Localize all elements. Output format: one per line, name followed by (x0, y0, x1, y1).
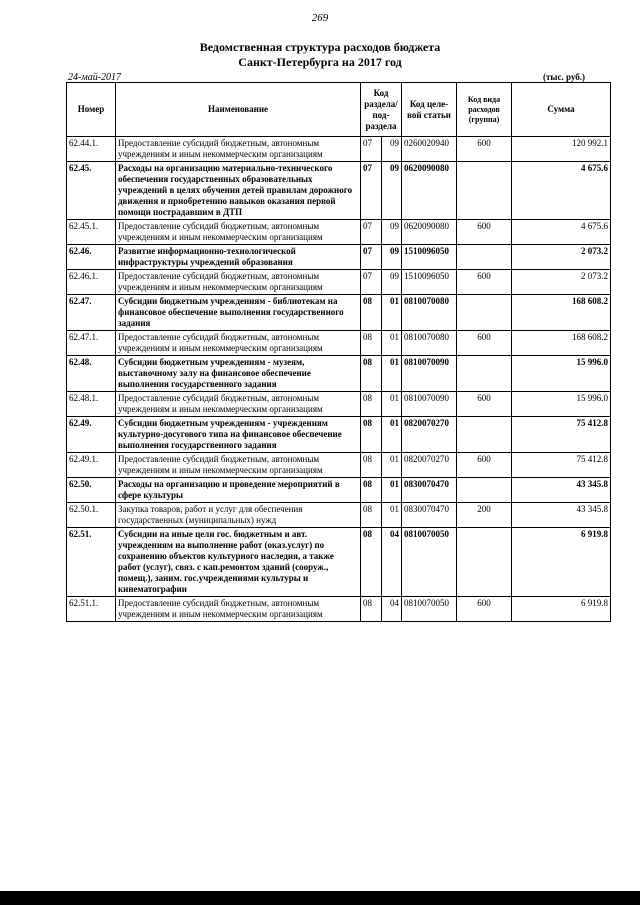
row-target-code: 0820070270 (402, 417, 457, 453)
row-subsection: 01 (382, 478, 402, 503)
table-row (67, 162, 611, 220)
row-kind-code (457, 478, 512, 503)
row-kind-code: 600 (457, 453, 512, 478)
row-subsection: 09 (382, 220, 402, 245)
row-target-code: 0260020940 (402, 137, 457, 162)
document-title (0, 40, 640, 70)
row-section: 08 (361, 392, 382, 417)
table-row (67, 417, 611, 453)
row-target-code: 0810070080 (402, 295, 457, 331)
row-section: 08 (361, 503, 382, 528)
header-sum: Сумма (512, 83, 611, 137)
row-kind-code: 600 (457, 392, 512, 417)
row-kind-code: 600 (457, 597, 512, 622)
row-number: 62.51.1. (67, 597, 116, 622)
header-section: Код раздела/ под-раздела (361, 83, 402, 137)
row-sum: 75 412.8 (512, 417, 611, 453)
row-number: 62.47. (67, 295, 116, 331)
row-section: 07 (361, 270, 382, 295)
header-kind: Код вида расходов (группа) (457, 83, 512, 137)
row-section: 08 (361, 453, 382, 478)
table-row (67, 137, 611, 162)
row-name: Предоставление субсидий бюджетным, автономным учреждениям и иным некоммерческим организациям (116, 137, 361, 162)
table-row (67, 503, 611, 528)
row-target-code: 0830070470 (402, 478, 457, 503)
row-sum: 15 996.0 (512, 356, 611, 392)
row-sum: 6 919.8 (512, 528, 611, 597)
row-subsection: 01 (382, 356, 402, 392)
title-line-2: Санкт-Петербурга на 2017 год (238, 55, 402, 69)
row-sum: 168 608.2 (512, 331, 611, 356)
row-number: 62.50. (67, 478, 116, 503)
row-sum: 2 073.2 (512, 270, 611, 295)
row-sum: 168 608.2 (512, 295, 611, 331)
table-row (67, 478, 611, 503)
row-name: Субсидии на иные цели гос. бюджетным и авт. учреждениям на выполнение работ (оказ.услуг) по сохранению объектов культурного наследия, а также работ (услуг), связ. с кап.ремонтом зданий (сооруж., помещ.), заним. гос.учреждениями культуры и кинематографии (116, 528, 361, 597)
row-section: 08 (361, 478, 382, 503)
row-name: Предоставление субсидий бюджетным, автономным учреждениям и иным некоммерческим организациям (116, 331, 361, 356)
row-name: Предоставление субсидий бюджетным, автономным учреждениям и иным некоммерческим организациям (116, 220, 361, 245)
row-subsection: 04 (382, 528, 402, 597)
row-kind-code (457, 162, 512, 220)
row-name: Субсидии бюджетным учреждениям - музеям, выставочному залу на финансовое обеспечение выполнения государственного задания (116, 356, 361, 392)
row-number: 62.46.1. (67, 270, 116, 295)
table-row (67, 597, 611, 622)
row-target-code: 0810070090 (402, 392, 457, 417)
row-target-code: 0620090080 (402, 220, 457, 245)
row-kind-code: 200 (457, 503, 512, 528)
row-sum: 43 345.8 (512, 478, 611, 503)
row-section: 07 (361, 137, 382, 162)
row-kind-code (457, 356, 512, 392)
row-section: 07 (361, 220, 382, 245)
table-row (67, 392, 611, 417)
table-row (67, 295, 611, 331)
row-section: 08 (361, 528, 382, 597)
row-sum: 120 992.1 (512, 137, 611, 162)
table-row (67, 270, 611, 295)
row-sum: 4 675.6 (512, 162, 611, 220)
row-number: 62.45.1. (67, 220, 116, 245)
row-kind-code (457, 245, 512, 270)
row-kind-code: 600 (457, 220, 512, 245)
table-row (67, 245, 611, 270)
row-number: 62.45. (67, 162, 116, 220)
row-kind-code: 600 (457, 270, 512, 295)
row-subsection: 01 (382, 453, 402, 478)
row-number: 62.48. (67, 356, 116, 392)
row-kind-code (457, 295, 512, 331)
table-row (67, 528, 611, 597)
row-kind-code (457, 528, 512, 597)
table-body (67, 137, 611, 622)
table-row (67, 356, 611, 392)
row-number: 62.49. (67, 417, 116, 453)
units-label: (тыс. руб.) (543, 72, 585, 82)
page-number: 269 (311, 12, 329, 24)
row-section: 08 (361, 356, 382, 392)
row-target-code: 0810070080 (402, 331, 457, 356)
row-target-code: 0820070270 (402, 453, 457, 478)
row-subsection: 01 (382, 503, 402, 528)
row-number: 62.51. (67, 528, 116, 597)
row-kind-code (457, 417, 512, 453)
row-subsection: 01 (382, 331, 402, 356)
document-date: 24-май-2017 (68, 72, 122, 83)
row-subsection: 09 (382, 137, 402, 162)
row-name: Расходы на организацию материально-технического обеспечения государственных образовательных учреждений в целях обучения детей правилам дорожного движения и приобретению навыков оказания первой помощи пострадавшим в ДТП (116, 162, 361, 220)
row-number: 62.44.1. (67, 137, 116, 162)
row-number: 62.50.1. (67, 503, 116, 528)
row-name: Предоставление субсидий бюджетным, автономным учреждениям и иным некоммерческим организациям (116, 270, 361, 295)
table-header-row (67, 83, 611, 137)
row-target-code: 0810070090 (402, 356, 457, 392)
budget-table (66, 82, 611, 622)
row-section: 08 (361, 597, 382, 622)
row-name: Предоставление субсидий бюджетным, автономным учреждениям и иным некоммерческим организациям (116, 392, 361, 417)
row-number: 62.46. (67, 245, 116, 270)
row-name: Расходы на организацию и проведение мероприятий в сфере культуры (116, 478, 361, 503)
row-name: Предоставление субсидий бюджетным, автономным учреждениям и иным некоммерческим организациям (116, 597, 361, 622)
row-subsection: 01 (382, 417, 402, 453)
row-section: 07 (361, 162, 382, 220)
row-target-code: 0830070470 (402, 503, 457, 528)
row-subsection: 09 (382, 270, 402, 295)
row-subsection: 09 (382, 162, 402, 220)
row-number: 62.48.1. (67, 392, 116, 417)
table-row (67, 331, 611, 356)
row-name: Субсидии бюджетным учреждениям - библиотекам на финансовое обеспечение выполнения государственного задания (116, 295, 361, 331)
header-target: Код целе-вой статьи (402, 83, 457, 137)
row-name: Развитие информационно-технологической инфраструктуры учреждений образования (116, 245, 361, 270)
row-sum: 43 345.8 (512, 503, 611, 528)
row-number: 62.49.1. (67, 453, 116, 478)
row-subsection: 09 (382, 245, 402, 270)
row-name: Закупка товаров, работ и услуг для обеспечения государственных (муниципальных) нужд (116, 503, 361, 528)
table-row (67, 453, 611, 478)
row-number: 62.47.1. (67, 331, 116, 356)
row-target-code: 1510096050 (402, 245, 457, 270)
row-sum: 6 919.8 (512, 597, 611, 622)
row-section: 08 (361, 417, 382, 453)
row-name: Субсидии бюджетным учреждениям - учреждениям культурно-досугового типа на финансовое обеспечение выполнения государственного задания (116, 417, 361, 453)
row-sum: 2 073.2 (512, 245, 611, 270)
row-sum: 4 675.6 (512, 220, 611, 245)
row-section: 08 (361, 295, 382, 331)
row-name: Предоставление субсидий бюджетным, автономным учреждениям и иным некоммерческим организациям (116, 453, 361, 478)
row-kind-code: 600 (457, 137, 512, 162)
row-subsection: 04 (382, 597, 402, 622)
scan-bottom-edge (0, 891, 640, 905)
header-number: Номер (67, 83, 116, 137)
row-sum: 15 996.0 (512, 392, 611, 417)
row-sum: 75 412.8 (512, 453, 611, 478)
row-kind-code: 600 (457, 331, 512, 356)
title-line-1: Ведомственная структура расходов бюджета (199, 40, 441, 54)
row-subsection: 01 (382, 295, 402, 331)
row-section: 07 (361, 245, 382, 270)
row-target-code: 1510096050 (402, 270, 457, 295)
row-target-code: 0810070050 (402, 597, 457, 622)
row-target-code: 0810070050 (402, 528, 457, 597)
row-subsection: 01 (382, 392, 402, 417)
row-target-code: 0620090080 (402, 162, 457, 220)
table-row (67, 220, 611, 245)
header-name: Наименование (116, 83, 361, 137)
row-section: 08 (361, 331, 382, 356)
